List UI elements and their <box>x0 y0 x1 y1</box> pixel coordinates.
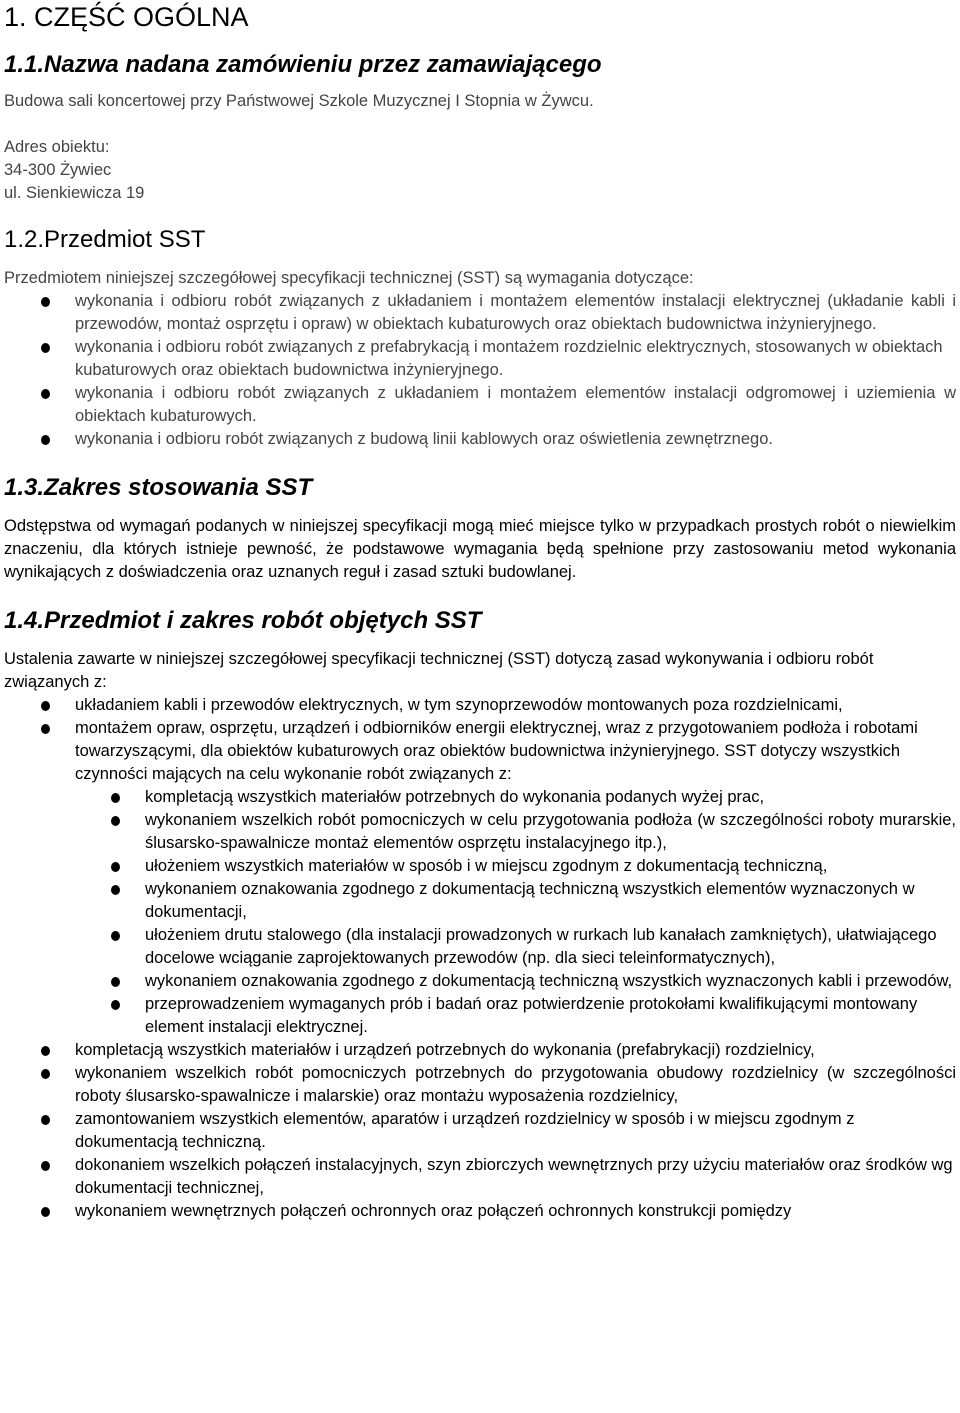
section-1-2-intro: Przedmiotem niniejszej szczegółowej specyfikacji technicznej (SST) są wymagania dotyczące: <box>4 269 694 287</box>
sublist-item: wykonaniem wszelkich robót pomocniczych w celu przygotowania podłoża (w szczególności roboty murarskie, ślusarsko-spawalnicze montaż elementów osprzętu instalacyjnego itp.), <box>4 809 956 855</box>
list-item: wykonaniem wewnętrznych połączeń ochronnych oraz połączeń ochronnych konstrukcji pomiędzy <box>4 1200 956 1223</box>
section-1-3-title: 1.3.Zakres stosowania SST <box>4 474 313 501</box>
section-1-2-title: 1.2.Przedmiot SST <box>4 226 206 253</box>
list-item-text: montażem opraw, osprzętu, urządzeń i odbiorników energii elektrycznej, wraz z przygotowaniem podłoża i robotami towarzyszącymi, dla obiektów kubaturowych oraz obiektów budownictwa inżynieryjnego. SST dotyczy wszystkich czynności mających na celu wykonanie robót związanych z: <box>75 719 918 783</box>
list-item: układaniem kabli i przewodów elektrycznych, w tym szynoprzewodów montowanych poza rozdzielnicami, <box>4 694 956 717</box>
section-1-4-intro: Ustalenia zawarte w niniejszej szczegółowej specyfikacji technicznej (SST) dotyczą zasad wykonywania i odbioru robót związanych z: <box>4 650 874 691</box>
section-1-4-list <box>4 694 956 1223</box>
chapter-title: 1. CZĘŚĆ OGÓLNA <box>4 2 249 32</box>
section-1-3-text: Odstępstwa od wymagań podanych w niniejszej specyfikacji mogą mieć miejsce tylko w przypadkach prostych robót o niewielkim znaczeniu, dla których istnieje pewność, że podstawowe wymagania będą spełnione przy zastosowaniu metod wykonania wynikających z doświadczenia oraz uznanych reguł i zasad sztuki budowlanej. <box>4 517 956 581</box>
sublist-item: wykonaniem oznakowania zgodnego z dokumentacją techniczną wszystkich elementów wyznaczonych w dokumentacji, <box>4 878 956 924</box>
list-item: kompletacją wszystkich materiałów i urządzeń potrzebnych do wykonania (prefabrykacji) rozdzielnicy, <box>4 1039 956 1062</box>
sublist-item: ułożeniem wszystkich materiałów w sposób i w miejscu zgodnym z dokumentacją techniczną, <box>4 855 956 878</box>
sublist-item: ułożeniem drutu stalowego (dla instalacji prowadzonych w rurkach lub kanałach zamkniętych), ułatwiającego docelowe wciąganie zaprojektowanych przewodów (np. dla sieci teleinformatycznych), <box>4 924 956 970</box>
sublist-item: przeprowadzeniem wymaganych prób i badań oraz potwierdzenie protokołami kwalifikującymi montowany element instalacji elektrycznej. <box>4 993 956 1039</box>
list-item: wykonania i odbioru robót związanych z układaniem i montażem elementów instalacji odgromowej i uziemienia w obiektach kubaturowych. <box>4 382 956 428</box>
list-item: wykonania i odbioru robót związanych z prefabrykacją i montażem rozdzielnic elektrycznych, stosowanych w obiektach kubaturowych oraz obiektach budownictwa inżynieryjnego. <box>4 336 956 382</box>
address-label: Adres obiektu: <box>4 138 110 156</box>
section-1-1-title: 1.1.Nazwa nadana zamówieniu przez zamawiającego <box>4 51 602 78</box>
list-item: wykonania i odbioru robót związanych z układaniem i montażem elementów instalacji elektrycznej (układanie kabli i przewodów, montaż osprzętu i opraw) w obiektach kubaturowych oraz obiektach budownictwa inżynieryjnego. <box>4 290 956 336</box>
list-item: wykonania i odbioru robót związanych z budową linii kablowych oraz oświetlenia zewnętrznego. <box>4 428 956 451</box>
list-item <box>4 717 956 1039</box>
section-1-2-list <box>4 290 956 451</box>
list-item: zamontowaniem wszystkich elementów, aparatów i urządzeń rozdzielnicy w sposób i w miejscu zgodnym z dokumentacją techniczną. <box>4 1108 956 1154</box>
section-1-4-title: 1.4.Przedmiot i zakres robót objętych SST <box>4 607 482 634</box>
sublist-item: kompletacją wszystkich materiałów potrzebnych do wykonania podanych wyżej prac, <box>4 786 956 809</box>
list-item: dokonaniem wszelkich połączeń instalacyjnych, szyn zbiorczych wewnętrznych przy użyciu materiałów oraz środków wg dokumentacji technicznej, <box>4 1154 956 1200</box>
address-street: ul. Sienkiewicza 19 <box>4 184 145 202</box>
order-name: Budowa sali koncertowej przy Państwowej Szkole Muzycznej I Stopnia w Żywcu. <box>4 92 594 110</box>
sublist-item: wykonaniem oznakowania zgodnego z dokumentacją techniczną wszystkich wyznaczonych kabli i przewodów, <box>4 970 956 993</box>
list-item: wykonaniem wszelkich robót pomocniczych potrzebnych do przygotowania obudowy rozdzielnicy (w szczególności roboty ślusarsko-spawalnicze i malarskie) oraz montażu wyposażenia rozdzielnicy, <box>4 1062 956 1108</box>
address-city: 34-300 Żywiec <box>4 161 112 179</box>
section-1-4-sublist <box>4 786 956 1039</box>
